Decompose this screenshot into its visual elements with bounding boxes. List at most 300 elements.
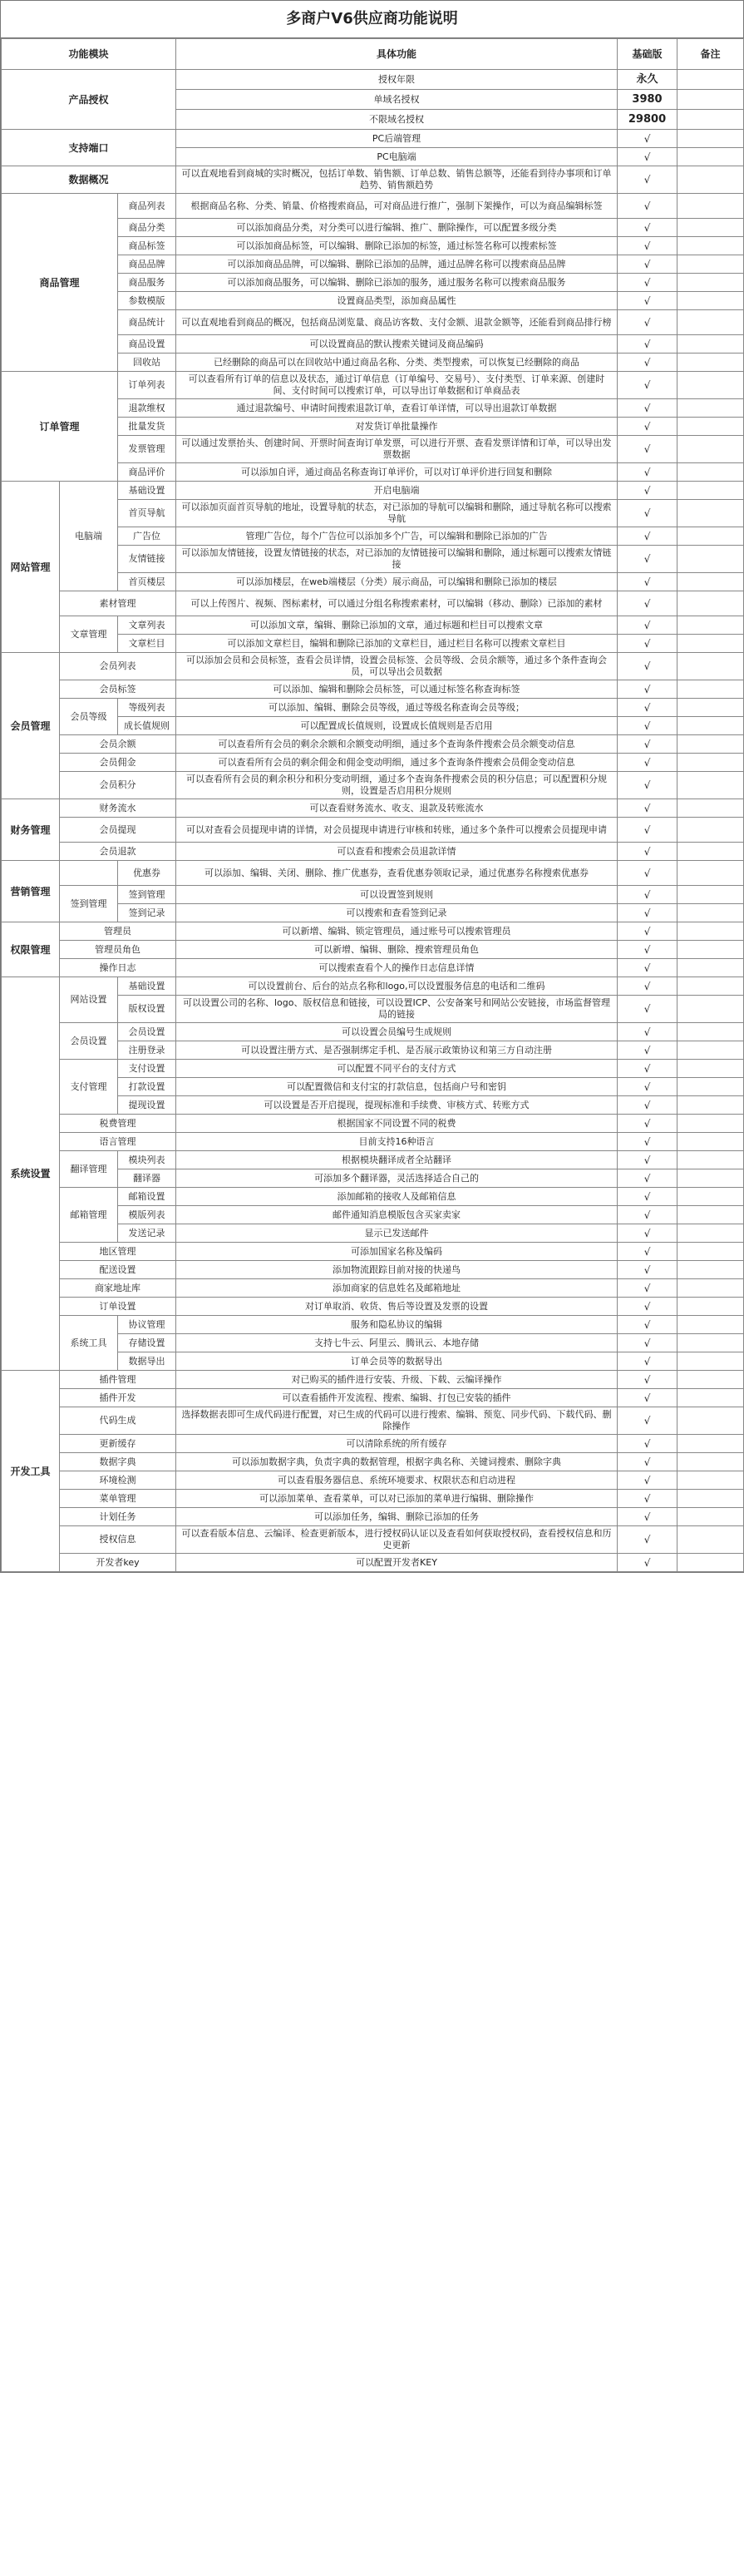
basic-check: √ (618, 1078, 677, 1096)
feature-cell: 开启电脑端 (176, 482, 618, 500)
feature-table (1, 38, 744, 1572)
remark-cell (677, 843, 744, 861)
table-row (2, 1279, 744, 1298)
table-row (2, 941, 744, 959)
group-cell: 邮箱管理 (60, 1188, 118, 1243)
header-row (2, 39, 744, 70)
sub-feature-cell: 模版列表 (118, 1206, 176, 1224)
remark-cell (677, 861, 744, 886)
remark-cell (677, 546, 744, 573)
remark-cell (677, 1041, 744, 1060)
feature-cell: 单域名授权 (176, 90, 618, 110)
basic-value: 29800 (618, 110, 677, 130)
basic-check: √ (618, 1554, 677, 1572)
sub-feature-cell: 商品统计 (118, 310, 176, 335)
feature-cell: 可以查看服务器信息、系统环境要求、权限状态和启动进程 (176, 1471, 618, 1490)
feature-cell: 可以添加商品品牌，可以编辑、删除已添加的品牌，通过品牌名称可以搜索商品品牌 (176, 255, 618, 274)
group-cell: 文章管理 (60, 616, 118, 653)
basic-check: √ (618, 977, 677, 996)
basic-check: √ (618, 843, 677, 861)
basic-check: √ (618, 1371, 677, 1389)
table-row (2, 818, 744, 843)
feature-cell: 可以添加菜单、查看菜单，可以对已添加的菜单进行编辑、删除操作 (176, 1490, 618, 1508)
remark-cell (677, 1453, 744, 1471)
sub-feature-cell: 会员佣金 (60, 754, 176, 772)
feature-cell: 可以设置公司的名称、logo、版权信息和链接，可以设置ICP、公安备案号和网站公安链接，市场监督管理局的链接 (176, 996, 618, 1023)
feature-cell: 可以查看所有会员的剩余积分和积分变动明细，通过多个查询条件搜索会员的积分信息；可以配置积分规则，设置是否启用积分规则 (176, 772, 618, 799)
sub-feature-cell: 会员余额 (60, 735, 176, 754)
group-cell: 地区管理 (60, 1243, 176, 1261)
page-title: 多商户V6供应商功能说明 (1, 1, 743, 38)
table-row (2, 1060, 744, 1078)
remark-cell (677, 1224, 744, 1243)
sub-feature-cell: 等级列表 (118, 699, 176, 717)
sub-feature-cell: 回收站 (118, 354, 176, 372)
sub-feature-cell: 会员列表 (60, 653, 176, 680)
table-row (2, 130, 744, 148)
basic-check: √ (618, 463, 677, 482)
remark-cell (677, 1554, 744, 1572)
remark-cell (677, 635, 744, 653)
sub-feature-cell: 广告位 (118, 527, 176, 546)
remark-cell (677, 717, 744, 735)
group-cell: 支付管理 (60, 1060, 118, 1115)
basic-check: √ (618, 904, 677, 922)
table-row (2, 372, 744, 399)
basic-check: √ (618, 372, 677, 399)
module-cell: 数据概况 (2, 166, 176, 194)
basic-check: √ (618, 399, 677, 418)
remark-cell (677, 1279, 744, 1298)
feature-cell: 可以配置不同平台的支付方式 (176, 1060, 618, 1078)
table-row (2, 977, 744, 996)
table-row (2, 1243, 744, 1261)
sub-feature-cell: 商品设置 (118, 335, 176, 354)
sub-feature-cell: 插件管理 (60, 1371, 176, 1389)
sub-feature-cell: 订单列表 (118, 372, 176, 399)
remark-cell (677, 1060, 744, 1078)
basic-check: √ (618, 166, 677, 194)
basic-check: √ (618, 1508, 677, 1526)
remark-cell (677, 818, 744, 843)
feature-cell: PC电脑端 (176, 148, 618, 166)
table-row (2, 886, 744, 904)
feature-cell: 可以添加数据字典，负责字典的数据管理，根据字典名称、关键词搜索、删除字典 (176, 1453, 618, 1471)
remark-cell (677, 1169, 744, 1188)
feature-cell: 可以查看所有订单的信息以及状态，通过订单信息（订单编号、交易号）、支付类型、订单来源、创建时间、支付时间可以搜索订单，可以导出订单数据和订单商品表 (176, 372, 618, 399)
col-header-module: 功能模块 (2, 39, 176, 70)
basic-check: √ (618, 1435, 677, 1453)
remark-cell (677, 418, 744, 436)
feature-cell: 可以添加友情链接，设置友情链接的状态，对已添加的友情链接可以编辑和删除，通过标题可以搜索友情链接 (176, 546, 618, 573)
sub-feature-cell: 文章列表 (118, 616, 176, 635)
group-cell: 语言管理 (60, 1133, 176, 1151)
feature-cell: 可以添加文章栏目，编辑和删除已添加的文章栏目，通过栏目名称可以搜索文章栏目 (176, 635, 618, 653)
table-row (2, 166, 744, 194)
feature-cell: 对订单取消、收货、售后等设置及发票的设置 (176, 1298, 618, 1316)
basic-value: 3980 (618, 90, 677, 110)
remark-cell (677, 1334, 744, 1352)
basic-check: √ (618, 148, 677, 166)
basic-check: √ (618, 735, 677, 754)
remark-cell (677, 1261, 744, 1279)
remark-cell (677, 941, 744, 959)
remark-cell (677, 959, 744, 977)
sub-feature-cell: 参数模版 (118, 292, 176, 310)
feature-cell: 添加邮箱的接收人及邮箱信息 (176, 1188, 618, 1206)
feature-cell: 可以设置注册方式、是否强制绑定手机、是否展示政策协议和第三方自动注册 (176, 1041, 618, 1060)
remark-cell (677, 1206, 744, 1224)
table-row (2, 680, 744, 699)
table-row (2, 1389, 744, 1407)
feature-cell: 可以查看插件开发流程、搜索、编辑、打包已安装的插件 (176, 1389, 618, 1407)
remark-cell (677, 166, 744, 194)
feature-cell: 可以添加商品服务，可以编辑、删除已添加的服务，通过服务名称可以搜索商品服务 (176, 274, 618, 292)
group-cell: 会员设置 (60, 1023, 118, 1060)
sub-feature-cell: 会员提现 (60, 818, 176, 843)
basic-check: √ (618, 1316, 677, 1334)
sub-feature-cell: 会员退款 (60, 843, 176, 861)
sub-feature-cell: 发送记录 (118, 1224, 176, 1243)
module-cell: 权限管理 (2, 922, 60, 977)
table-row (2, 1133, 744, 1151)
module-cell: 财务管理 (2, 799, 60, 861)
sub-feature-cell: 支付设置 (118, 1060, 176, 1078)
sub-feature-cell: 管理员 (60, 922, 176, 941)
sub-feature-cell: 计划任务 (60, 1508, 176, 1526)
feature-cell: 可以设置商品的默认搜索关键词及商品编码 (176, 335, 618, 354)
basic-check: √ (618, 194, 677, 219)
feature-cell: 可以搜索查看个人的操作日志信息详情 (176, 959, 618, 977)
sub-feature-cell: 会员积分 (60, 772, 176, 799)
table-row (2, 799, 744, 818)
basic-check: √ (618, 772, 677, 799)
sub-feature-cell: 菜单管理 (60, 1490, 176, 1508)
remark-cell (677, 1490, 744, 1508)
remark-cell (677, 90, 744, 110)
sub-feature-cell: 管理员角色 (60, 941, 176, 959)
remark-cell (677, 1316, 744, 1334)
feature-cell: 可以查看版本信息、云编译、检查更新版本，进行授权码认证以及查看如何获取授权码，查看授权信息和历史更新 (176, 1526, 618, 1554)
table-row (2, 843, 744, 861)
table-row (2, 1490, 744, 1508)
table-row (2, 70, 744, 90)
remark-cell (677, 1508, 744, 1526)
remark-cell (677, 1435, 744, 1453)
table-row (2, 1508, 744, 1526)
basic-check: √ (618, 818, 677, 843)
sub-feature-cell: 商品服务 (118, 274, 176, 292)
remark-cell (677, 1078, 744, 1096)
table-row (2, 1115, 744, 1133)
basic-check: √ (618, 717, 677, 735)
table-row (2, 1371, 744, 1389)
sub-feature-cell: 商品评价 (118, 463, 176, 482)
feature-cell: 订单会员等的数据导出 (176, 1352, 618, 1371)
basic-check: √ (618, 799, 677, 818)
basic-check: √ (618, 680, 677, 699)
remark-cell (677, 1243, 744, 1261)
remark-cell (677, 1371, 744, 1389)
remark-cell (677, 1352, 744, 1371)
feature-cell: 可以对查看会员提现申请的详情，对会员提现申请进行审核和转账，通过多个条件可以搜索会员提现申请 (176, 818, 618, 843)
table-row (2, 959, 744, 977)
basic-check: √ (618, 1188, 677, 1206)
sub-feature-cell: 会员设置 (118, 1023, 176, 1041)
sub-feature-cell: 批量发货 (118, 418, 176, 436)
remark-cell (677, 680, 744, 699)
sub-feature-cell: 协议管理 (118, 1316, 176, 1334)
sub-feature-cell: 更新缓存 (60, 1435, 176, 1453)
table-row (2, 1298, 744, 1316)
feature-cell: 邮件通知消息模版包含买家卖家 (176, 1206, 618, 1224)
basic-check: √ (618, 1206, 677, 1224)
basic-check: √ (618, 237, 677, 255)
sub-feature-cell: 提现设置 (118, 1096, 176, 1115)
feature-cell: 已经删除的商品可以在回收站中通过商品名称、分类、类型搜索，可以恢复已经删除的商品 (176, 354, 618, 372)
remark-cell (677, 799, 744, 818)
remark-cell (677, 699, 744, 717)
basic-check: √ (618, 941, 677, 959)
basic-check: √ (618, 436, 677, 463)
sub-feature-cell: 翻译器 (118, 1169, 176, 1188)
basic-check: √ (618, 546, 677, 573)
feature-cell: 可以添加任务，编辑、删除已添加的任务 (176, 1508, 618, 1526)
table-row (2, 1316, 744, 1334)
basic-check: √ (618, 922, 677, 941)
feature-cell: 可以搜索和查看签到记录 (176, 904, 618, 922)
sub-feature-cell: 数据导出 (118, 1352, 176, 1371)
sub-feature-cell: 首页楼层 (118, 573, 176, 591)
feature-cell: 可以直观地看到商品的概况，包括商品浏览量、商品访客数、支付金额、退款金额等，还能看到商品排行榜 (176, 310, 618, 335)
remark-cell (677, 482, 744, 500)
sub-feature-cell: 版权设置 (118, 996, 176, 1023)
remark-cell (677, 1151, 744, 1169)
sub-feature-cell: 环境检测 (60, 1471, 176, 1490)
remark-cell (677, 70, 744, 90)
feature-cell: 可以查看所有会员的剩余余额和余额变动明细，通过多个查询条件搜索会员余额变动信息 (176, 735, 618, 754)
remark-cell (677, 237, 744, 255)
group-cell: 会员等级 (60, 699, 118, 735)
feature-cell: 可以设置是否开启提现，提现标准和手续费、审核方式、转账方式 (176, 1096, 618, 1115)
basic-check: √ (618, 754, 677, 772)
basic-check: √ (618, 959, 677, 977)
sub-feature-cell: 注册登录 (118, 1041, 176, 1060)
sub-feature-cell: 成长值规则 (118, 717, 176, 735)
sub-feature-cell: 会员标签 (60, 680, 176, 699)
sub-feature-cell: 友情链接 (118, 546, 176, 573)
group-cell: 税费管理 (60, 1115, 176, 1133)
basic-check: √ (618, 418, 677, 436)
sub-feature-cell: 授权信息 (60, 1526, 176, 1554)
basic-check: √ (618, 1023, 677, 1041)
remark-cell (677, 310, 744, 335)
sub-feature-cell: 基础设置 (118, 977, 176, 996)
table-row (2, 1471, 744, 1490)
remark-cell (677, 1298, 744, 1316)
remark-cell (677, 194, 744, 219)
table-row (2, 861, 744, 886)
module-cell: 网站管理 (2, 482, 60, 653)
module-cell: 支持端口 (2, 130, 176, 166)
sub-feature-cell: 代码生成 (60, 1407, 176, 1435)
remark-cell (677, 219, 744, 237)
table-row (2, 1188, 744, 1206)
feature-cell: 可以配置开发者KEY (176, 1554, 618, 1572)
feature-cell: 可以查看财务流水、收支、退款及转账流水 (176, 799, 618, 818)
basic-check: √ (618, 255, 677, 274)
table-row (2, 1151, 744, 1169)
basic-check: √ (618, 130, 677, 148)
feature-cell: 可以添加楼层，在web端楼层（分类）展示商品，可以编辑和删除已添加的楼层 (176, 573, 618, 591)
remark-cell (677, 1096, 744, 1115)
group-cell: 翻译管理 (60, 1151, 118, 1188)
feature-cell: 可以配置成长值规则，设置成长值规则是否启用 (176, 717, 618, 735)
remark-cell (677, 977, 744, 996)
sub-feature-cell: 首页导航 (118, 500, 176, 527)
basic-check: √ (618, 1041, 677, 1060)
remark-cell (677, 653, 744, 680)
remark-cell (677, 463, 744, 482)
basic-check: √ (618, 1060, 677, 1078)
feature-cell: 可以添加商品标签，可以编辑、删除已添加的标签，通过标签名称可以搜索标签 (176, 237, 618, 255)
sub-feature-cell: 签到记录 (118, 904, 176, 922)
remark-cell (677, 527, 744, 546)
remark-cell (677, 1133, 744, 1151)
remark-cell (677, 500, 744, 527)
remark-cell (677, 904, 744, 922)
feature-cell: 添加物流跟踪目前对接的快递鸟 (176, 1261, 618, 1279)
basic-check: √ (618, 274, 677, 292)
feature-cell: 设置商品类型，添加商品属性 (176, 292, 618, 310)
feature-cell: 通过退款编号、申请时间搜索退款订单，查看订单详情，可以导出退款订单数据 (176, 399, 618, 418)
sub-feature-cell: 财务流水 (60, 799, 176, 818)
basic-check: √ (618, 1261, 677, 1279)
remark-cell (677, 996, 744, 1023)
remark-cell (677, 1389, 744, 1407)
group-cell: 签到管理 (60, 886, 118, 922)
remark-cell (677, 772, 744, 799)
sub-feature-cell: 数据字典 (60, 1453, 176, 1471)
table-row (2, 1435, 744, 1453)
basic-check: √ (618, 699, 677, 717)
feature-cell: 对已购买的插件进行安装、升级、下载、云编译操作 (176, 1371, 618, 1389)
feature-cell: 目前支持16种语言 (176, 1133, 618, 1151)
table-row (2, 1407, 744, 1435)
sub-feature-cell: 商品列表 (118, 194, 176, 219)
sub-feature-cell: 优惠券 (118, 861, 176, 886)
remark-cell (677, 922, 744, 941)
sub-feature-cell: 商品标签 (118, 237, 176, 255)
basic-check: √ (618, 653, 677, 680)
remark-cell (677, 1471, 744, 1490)
remark-cell (677, 886, 744, 904)
basic-check: √ (618, 500, 677, 527)
feature-cell: 可以新增、编辑、锁定管理员，通过账号可以搜索管理员 (176, 922, 618, 941)
feature-cell: 可以添加、编辑和删除会员标签，可以通过标签名称查询标签 (176, 680, 618, 699)
basic-check: √ (618, 886, 677, 904)
basic-check: √ (618, 635, 677, 653)
feature-cell: 可以上传图片、视频、图标素材，可以通过分组名称搜索素材，可以编辑（移动、删除）已添加的素材 (176, 591, 618, 616)
group-cell: 系统工具 (60, 1316, 118, 1371)
remark-cell (677, 335, 744, 354)
remark-cell (677, 1115, 744, 1133)
basic-check: √ (618, 861, 677, 886)
basic-check: √ (618, 527, 677, 546)
table-row (2, 482, 744, 500)
feature-cell: 可以添加商品分类，对分类可以进行编辑、推广、删除操作，可以配置多级分类 (176, 219, 618, 237)
remark-cell (677, 735, 744, 754)
table-row (2, 754, 744, 772)
basic-check: √ (618, 1334, 677, 1352)
feature-cell: 可以通过发票抬头、创建时间、开票时间查询订单发票，可以进行开票、查看发票详情和订单，可以导出发票数据 (176, 436, 618, 463)
module-cell: 系统设置 (2, 977, 60, 1371)
remark-cell (677, 292, 744, 310)
feature-cell: 可以直观地看到商城的实时概况，包括订单数、销售额、订单总数、销售总额等，还能看到待办事项和订单趋势、销售额趋势 (176, 166, 618, 194)
sub-feature-cell: 开发者key (60, 1554, 176, 1572)
basic-check: √ (618, 310, 677, 335)
basic-check: √ (618, 1389, 677, 1407)
basic-check: √ (618, 1298, 677, 1316)
basic-check: √ (618, 1453, 677, 1471)
remark-cell (677, 591, 744, 616)
basic-check: √ (618, 1115, 677, 1133)
col-header-remark: 备注 (677, 39, 744, 70)
group-cell: 商家地址库 (60, 1279, 176, 1298)
module-cell: 营销管理 (2, 861, 60, 922)
module-cell: 订单管理 (2, 372, 118, 482)
basic-check: √ (618, 616, 677, 635)
feature-cell: 显示已发送邮件 (176, 1224, 618, 1243)
table-body (2, 70, 744, 1572)
feature-cell: 可以设置签到规则 (176, 886, 618, 904)
sub-feature-cell: 签到管理 (118, 886, 176, 904)
basic-check: √ (618, 591, 677, 616)
sub-feature-cell: 存储设置 (118, 1334, 176, 1352)
feature-cell: 根据商品名称、分类、销量、价格搜索商品，可对商品进行推广，强制下架操作，可以为商品编辑标签 (176, 194, 618, 219)
remark-cell (677, 148, 744, 166)
table-row (2, 616, 744, 635)
feature-cell: 可以设置会员编号生成规则 (176, 1023, 618, 1041)
basic-check: √ (618, 292, 677, 310)
table-row (2, 1261, 744, 1279)
remark-cell (677, 399, 744, 418)
basic-check: √ (618, 219, 677, 237)
feature-cell: 可以配置微信和支付宝的打款信息，包括商户号和密钥 (176, 1078, 618, 1096)
basic-check: √ (618, 1243, 677, 1261)
basic-check: √ (618, 1224, 677, 1243)
feature-cell: 服务和隐私协议的编辑 (176, 1316, 618, 1334)
group-cell: 网站设置 (60, 977, 118, 1023)
col-header-basic: 基础版 (618, 39, 677, 70)
remark-cell (677, 110, 744, 130)
sub-feature-cell: 发票管理 (118, 436, 176, 463)
basic-check: √ (618, 573, 677, 591)
table-row (2, 1526, 744, 1554)
remark-cell (677, 1023, 744, 1041)
group-cell (60, 861, 118, 886)
basic-check: √ (618, 1096, 677, 1115)
remark-cell (677, 573, 744, 591)
table-row (2, 1453, 744, 1471)
basic-value: 永久 (618, 70, 677, 90)
basic-check: √ (618, 1490, 677, 1508)
feature-cell: 根据模块翻译成者全站翻译 (176, 1151, 618, 1169)
feature-cell: 支持七牛云、阿里云、腾讯云、本地存储 (176, 1334, 618, 1352)
module-cell: 产品授权 (2, 70, 176, 130)
remark-cell (677, 1526, 744, 1554)
sub-feature-cell: 基础设置 (118, 482, 176, 500)
